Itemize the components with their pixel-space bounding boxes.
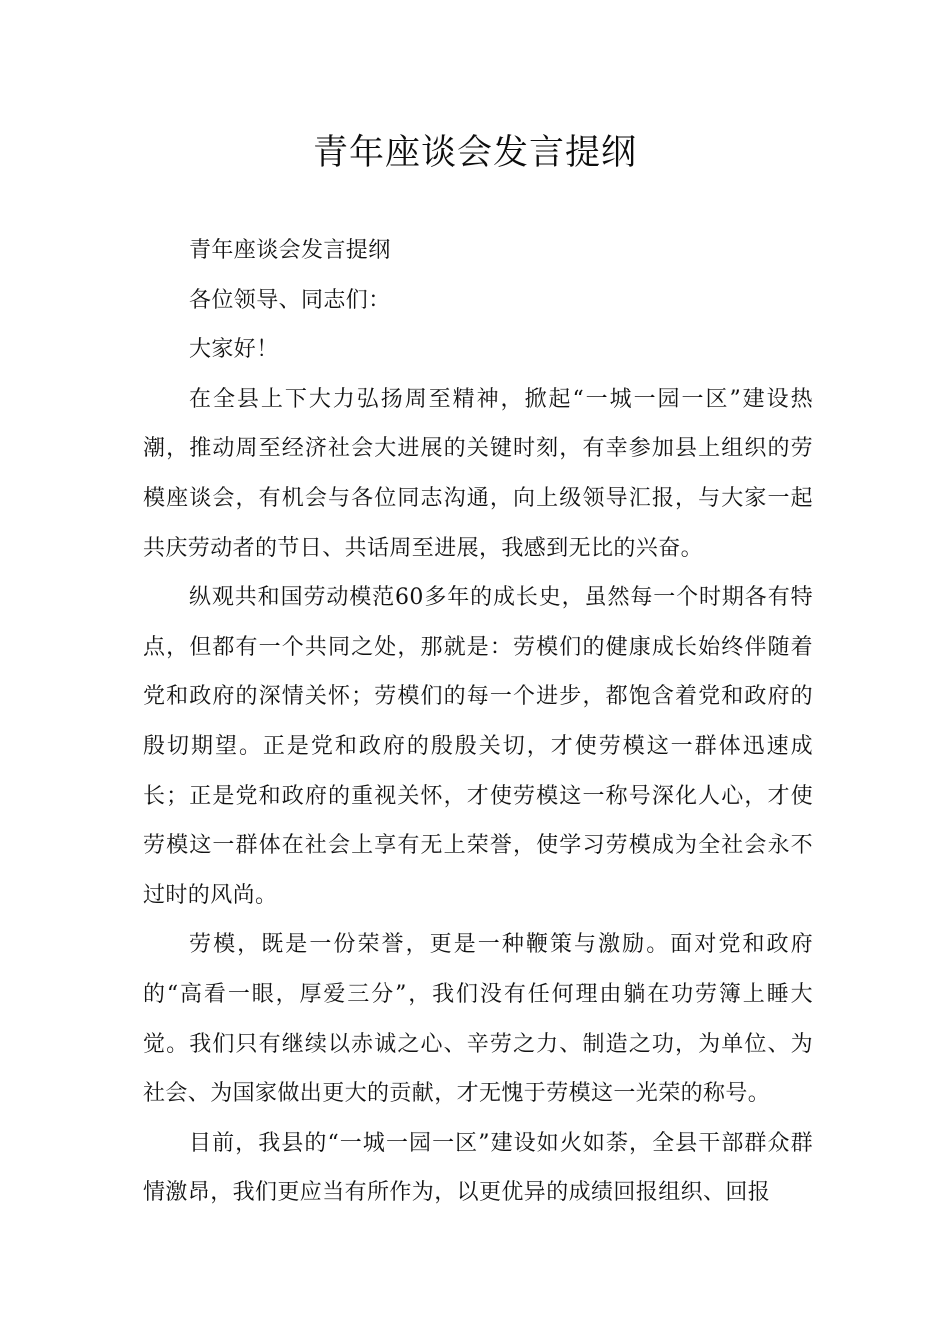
paragraph-subtitle: 青年座谈会发言提纲 [189, 238, 391, 263]
paragraph-salutation: 各位领导、同志们： [189, 287, 391, 313]
paragraph-body: 目前，我县的“一城一园一区”建设如火如荼，全县干部群众群情激昂，我们更应当有所作为，以更优异的成绩回报组织、回报 [143, 1130, 813, 1206]
paragraph-body: 纵观共和国劳动模范60多年的成长史，虽然每一个时期各有特点，但都有一个共同之处，那就是：劳模们的健康成长始终伴随着党和政府的深情关怀；劳模们的每一个进步，都饱含着党和政府的殷切期望。正是党和政府的殷殷关切，才使劳模这一群体迅速成长；正是党和政府的重视关怀，才使劳模这一称号深化人心，才使劳模这一群体在社会上享有无上荣誉，使学习劳模成为全社会永不过时的风尚。 [143, 585, 813, 908]
paragraph-greeting: 大家好！ [189, 337, 279, 363]
paragraph-body: 在全县上下大力弘扬周至精神，掀起“一城一园一区”建设热潮，推动周至经济社会大进展的关键时刻，有幸参加县上组织的劳模座谈会，有机会与各位同志沟通，向上级领导汇报，与大家一起共庆劳动者的节日、共话周至进展，我感到无比的兴奋。 [143, 386, 813, 561]
document-body [143, 226, 813, 1218]
document-title: 青年座谈会发言提纲 [312, 133, 637, 173]
paragraph-body: 劳模，既是一份荣誉，更是一种鞭策与激励。面对党和政府的“高看一眼，厚爱三分”，我们没有任何理由躺在功劳簿上睡大觉。我们只有继续以赤诚之心、辛劳之力、制造之功，为单位、为社会、为国家做出更大的贡献，才无愧于劳模这一光荣的称号。 [143, 932, 813, 1107]
